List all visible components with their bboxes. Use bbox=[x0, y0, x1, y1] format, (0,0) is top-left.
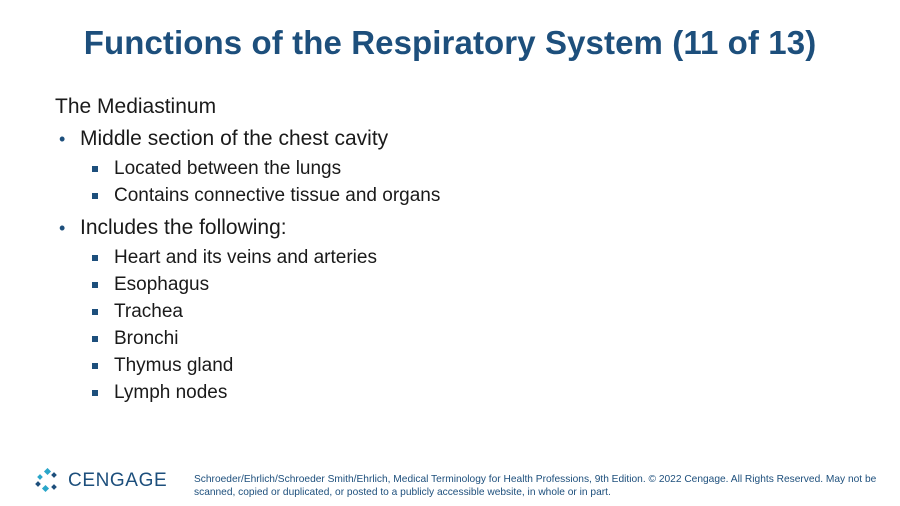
sub-bullet-text: Thymus gland bbox=[114, 355, 234, 376]
bullet-dot-icon: • bbox=[59, 129, 66, 149]
sub-bullet-item bbox=[55, 155, 855, 182]
sub-bullet-list bbox=[55, 155, 855, 209]
sub-bullet-text: Esophagus bbox=[114, 274, 210, 295]
copyright-footer: Schroeder/Ehrlich/Schroeder Smith/Ehrlich, Medical Terminology for Health Professions, 9th Edition. © 2022 Cengage. All Rights Reserved. May not be scanned, copied or duplicated, or posted to a publicly accessible website, in whole or in part. bbox=[194, 474, 877, 498]
bullet-item bbox=[55, 126, 855, 152]
cengage-logo bbox=[35, 468, 167, 494]
square-bullet-icon bbox=[92, 193, 98, 199]
sub-bullet-item bbox=[55, 352, 855, 379]
sub-bullet-text: Bronchi bbox=[114, 328, 179, 349]
bullet-dot-icon: • bbox=[59, 218, 66, 238]
sub-bullet-item bbox=[55, 379, 855, 406]
square-bullet-icon bbox=[92, 363, 98, 369]
square-bullet-icon bbox=[92, 166, 98, 172]
bullet-text: Includes the following: bbox=[80, 216, 287, 239]
sub-bullet-item bbox=[55, 271, 855, 298]
sub-bullet-list bbox=[55, 244, 855, 406]
sub-bullet-text: Lymph nodes bbox=[114, 382, 228, 403]
sub-bullet-text: Trachea bbox=[114, 301, 183, 322]
cengage-logo-icon bbox=[35, 468, 61, 494]
sub-bullet-text: Located between the lungs bbox=[114, 158, 342, 179]
square-bullet-icon bbox=[92, 309, 98, 315]
sub-bullet-text: Heart and its veins and arteries bbox=[114, 247, 377, 268]
square-bullet-icon bbox=[92, 390, 98, 396]
bullet-item bbox=[55, 215, 855, 241]
bullet-text: Middle section of the chest cavity bbox=[80, 127, 389, 150]
logo-text: CENGAGE bbox=[68, 470, 168, 491]
sub-bullet-item bbox=[55, 298, 855, 325]
square-bullet-icon bbox=[92, 255, 98, 261]
sub-bullet-item bbox=[55, 182, 855, 209]
slide-content bbox=[55, 94, 855, 412]
section-heading: The Mediastinum bbox=[55, 95, 217, 118]
slide-title: Functions of the Respiratory System (11 of 13) bbox=[83, 24, 817, 61]
sub-bullet-item bbox=[55, 325, 855, 352]
square-bullet-icon bbox=[92, 336, 98, 342]
sub-bullet-item bbox=[55, 244, 855, 271]
sub-bullet-text: Contains connective tissue and organs bbox=[114, 185, 441, 206]
square-bullet-icon bbox=[92, 282, 98, 288]
